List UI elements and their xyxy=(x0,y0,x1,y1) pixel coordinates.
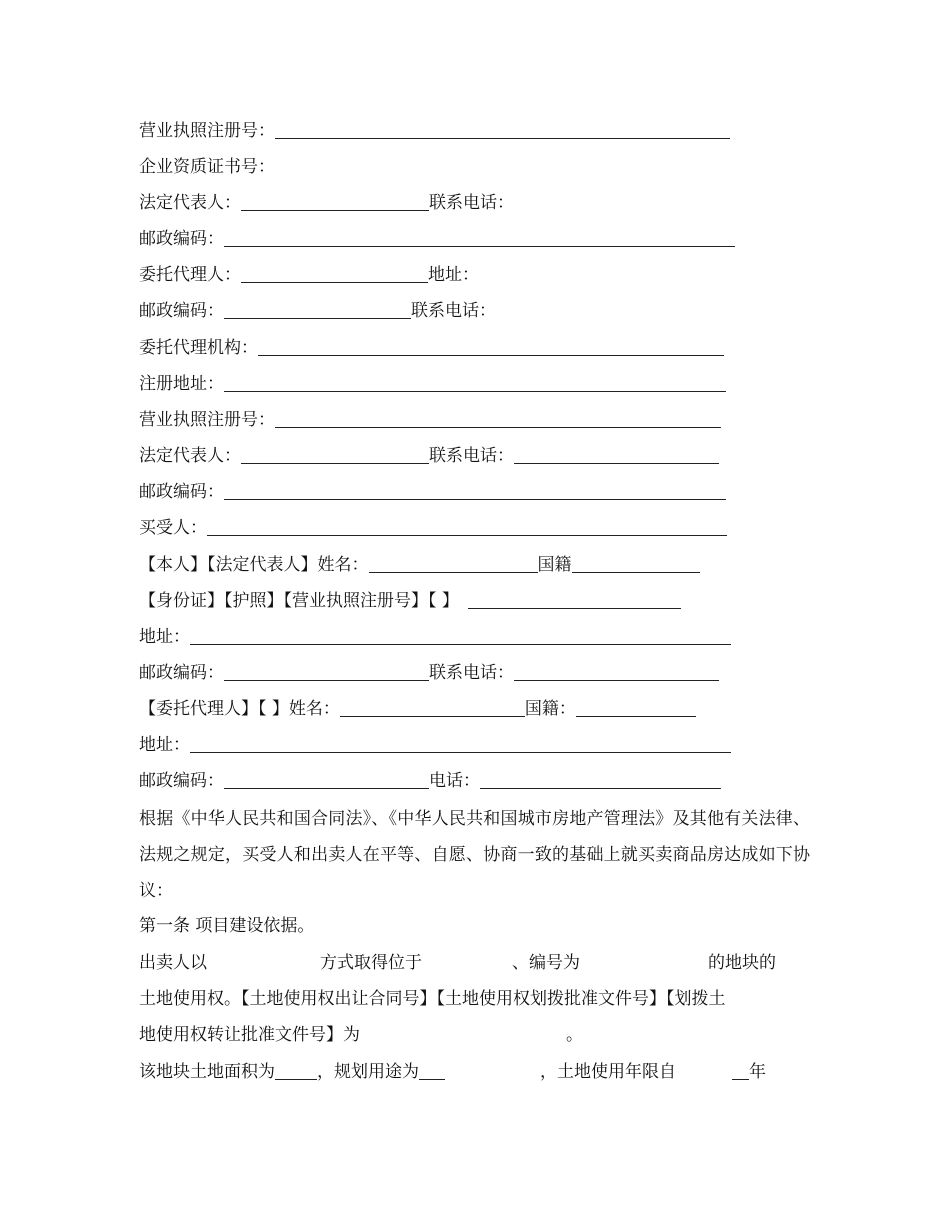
buyer-address-field[interactable] xyxy=(190,627,731,645)
seller-phone-label: 联系电话： xyxy=(429,193,514,213)
buyer-id-label: 【身份证】【护照】【营业执照注册号】【 】 xyxy=(139,591,459,611)
buyer-phone-label: 联系电话： xyxy=(429,663,514,683)
agency-postcode-label: 邮政编码： xyxy=(139,482,224,502)
a1-line3-text: 地使用权转让批准文件号】为 xyxy=(139,1025,360,1045)
a1-land-area-field[interactable] xyxy=(275,1062,317,1080)
buyer-agent-phone-field[interactable] xyxy=(480,771,721,789)
a1-land-area-label: 该地块土地面积为 xyxy=(139,1062,275,1082)
a1-part-4: 的地块的 xyxy=(708,953,776,973)
buyer-agent-address-field[interactable] xyxy=(190,735,731,753)
agency-legal-rep-label: 法定代表人： xyxy=(139,446,241,466)
agency-reg-address-field[interactable] xyxy=(224,374,726,392)
agency-phone-label: 联系电话： xyxy=(429,446,514,466)
seller-license-row xyxy=(139,120,730,142)
buyer-agent-address-label: 地址： xyxy=(139,735,190,755)
buyer-address-row xyxy=(139,626,731,648)
buyer-address-label: 地址： xyxy=(139,627,190,647)
a1-part-3: 、编号为 xyxy=(512,953,580,973)
seller-postcode-field[interactable] xyxy=(224,229,735,247)
agency-legal-rep-row xyxy=(139,445,719,467)
buyer-id-field[interactable] xyxy=(468,591,681,609)
agency-license-label: 营业执照注册号： xyxy=(139,410,275,430)
article-1-line-4 xyxy=(139,1061,766,1083)
buyer-nationality-field[interactable] xyxy=(572,555,700,573)
agency-reg-address-label: 注册地址： xyxy=(139,374,224,394)
agency-postcode-row xyxy=(139,481,726,503)
seller-agent-row xyxy=(139,264,479,286)
a1-usage-field[interactable] xyxy=(419,1062,445,1080)
a1-part-1: 出卖人以 xyxy=(139,953,207,973)
seller-legal-rep-label: 法定代表人： xyxy=(139,193,241,213)
seller-postcode-row xyxy=(139,228,735,250)
agency-reg-address-row xyxy=(139,373,726,395)
seller-qualification-label: 企业资质证书号： xyxy=(139,157,275,177)
seller-license-label: 营业执照注册号： xyxy=(139,121,275,141)
seller-agent-label: 委托代理人： xyxy=(139,265,241,285)
buyer-postcode-row xyxy=(139,662,719,684)
buyer-agent-nationality-label: 国籍： xyxy=(524,699,576,719)
buyer-nationality-label: 国籍 xyxy=(537,555,572,575)
seller-phone2-label: 联系电话： xyxy=(411,301,496,321)
a1-year-field[interactable] xyxy=(732,1062,749,1080)
agency-org-row xyxy=(139,337,724,359)
buyer-agent-address-row xyxy=(139,734,731,756)
buyer-agent-phone-label: 电话： xyxy=(429,771,480,791)
seller-postcode-label: 邮政编码： xyxy=(139,229,224,249)
agency-org-label: 委托代理机构： xyxy=(139,338,258,358)
seller-address-label: 地址： xyxy=(428,265,479,285)
article-1-line-3 xyxy=(139,1024,583,1046)
seller-postcode2-field[interactable] xyxy=(224,301,411,319)
buyer-name-row xyxy=(139,554,700,576)
a1-usage-label: ，规划用途为 xyxy=(317,1062,419,1082)
seller-postcode2-row xyxy=(139,300,496,322)
buyer-row xyxy=(139,517,727,539)
seller-qualification-row xyxy=(139,156,275,178)
buyer-name-label: 【本人】【法定代表人】姓名： xyxy=(139,555,369,575)
a1-term-label: ，土地使用年限自 xyxy=(540,1062,676,1082)
seller-legal-rep-field[interactable] xyxy=(241,193,429,211)
buyer-name-field[interactable] xyxy=(369,555,538,573)
agency-license-row xyxy=(139,409,721,431)
a1-year-label: 年 xyxy=(749,1062,766,1082)
a1-part-2: 方式取得位于 xyxy=(320,953,422,973)
agency-postcode-field[interactable] xyxy=(224,482,726,500)
buyer-postcode-field[interactable] xyxy=(224,663,429,681)
article-1-line-2: 土地使用权。【土地使用权出让合同号】【土地使用权划拨批准文件号】【划拨土 xyxy=(139,989,726,1009)
a1-line3-period: 。 xyxy=(566,1025,583,1045)
seller-license-field[interactable] xyxy=(275,121,730,139)
agency-license-field[interactable] xyxy=(275,410,721,428)
agency-org-field[interactable] xyxy=(258,338,724,356)
article-1-title: 第一条 项目建设依据。 xyxy=(139,916,315,936)
buyer-agent-postcode-row xyxy=(139,770,721,792)
buyer-agent-postcode-field[interactable] xyxy=(224,771,429,789)
agency-legal-rep-field[interactable] xyxy=(241,446,429,464)
buyer-agent-label: 【委托代理人】【 】姓名： xyxy=(139,699,340,719)
seller-agent-field[interactable] xyxy=(241,265,428,283)
preamble-paragraph: 根据《中华人民共和国合同法》、《中华人民共和国城市房地产管理法》及其他有关法律、法规之规定，买受人和出卖人在平等、自愿、协商一致的基础上就买卖商品房达成如下协议： xyxy=(139,809,810,901)
buyer-phone-field[interactable] xyxy=(514,663,719,681)
buyer-agent-postcode-label: 邮政编码： xyxy=(139,771,224,791)
seller-postcode2-label: 邮政编码： xyxy=(139,301,224,321)
buyer-label: 买受人： xyxy=(139,518,207,538)
buyer-agent-row xyxy=(139,698,696,720)
agency-phone-field[interactable] xyxy=(514,446,719,464)
seller-legal-rep-row xyxy=(139,192,514,214)
buyer-agent-name-field[interactable] xyxy=(340,699,525,717)
buyer-postcode-label: 邮政编码： xyxy=(139,663,224,683)
buyer-agent-nationality-field[interactable] xyxy=(576,699,696,717)
buyer-id-row xyxy=(139,590,681,612)
buyer-field[interactable] xyxy=(207,518,727,536)
article-1-line-1 xyxy=(139,952,810,974)
